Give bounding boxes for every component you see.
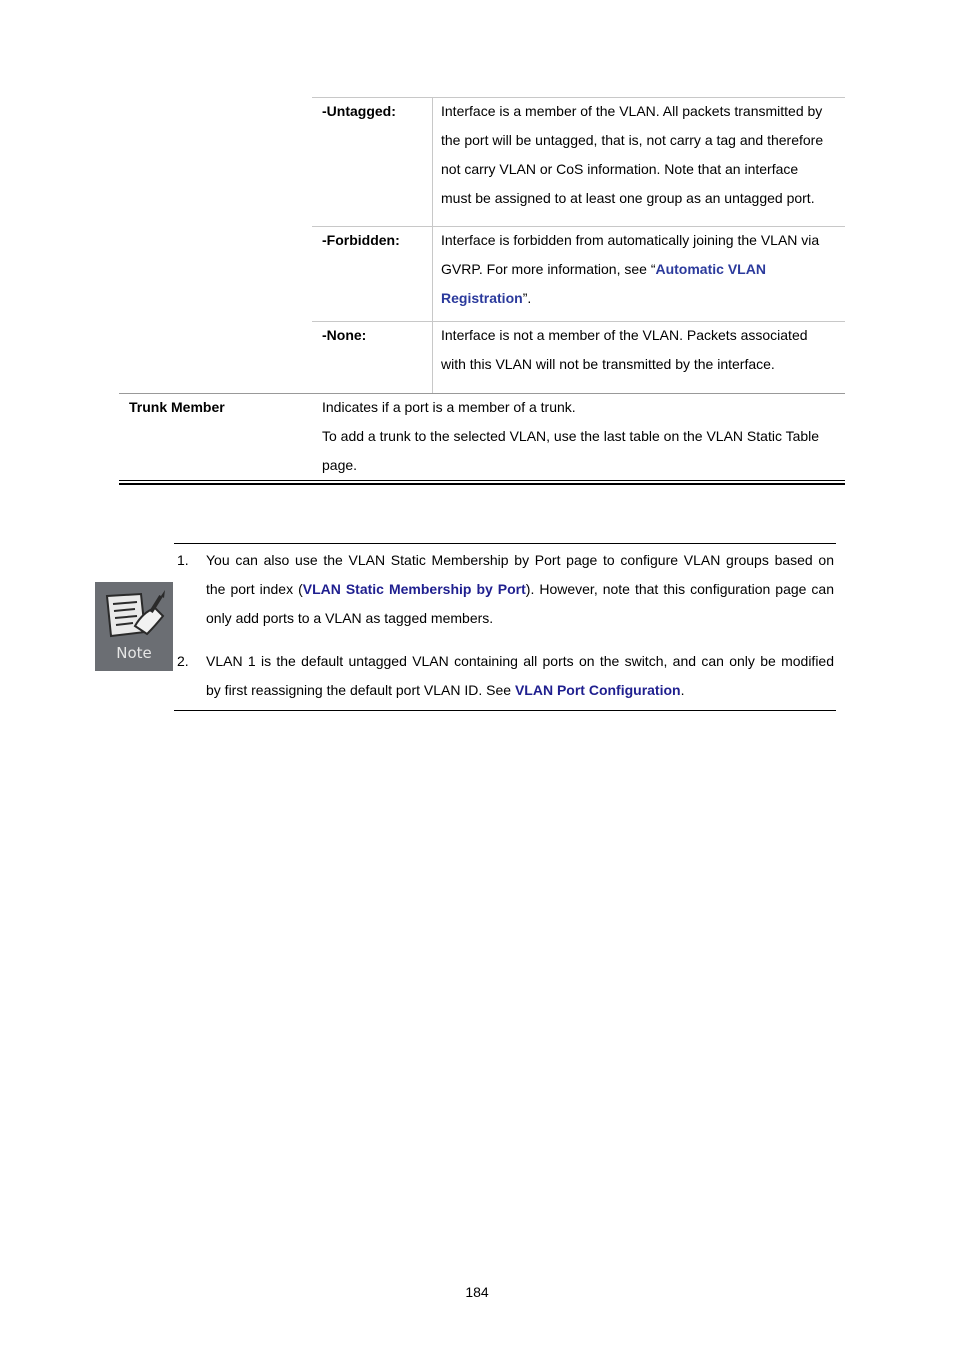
note-line: VLAN 1 is the default untagged VLAN containing all ports on the switch, and can only be modified	[206, 653, 834, 669]
note-icon-label: Note	[116, 644, 152, 662]
note-text: .	[680, 682, 685, 698]
link-vlan-static-membership-by-port[interactable]: VLAN Static Membership by Port	[302, 581, 526, 597]
note-item-1	[206, 546, 834, 633]
desc-line: must be assigned to at least one group as an untagged port.	[441, 190, 815, 206]
table-bottom-double-rule	[119, 483, 845, 485]
row-desc-untagged	[441, 97, 836, 213]
note-text: the port index (	[206, 581, 303, 597]
page-number: 184	[465, 1284, 489, 1300]
desc-line: with this VLAN will not be transmitted by the interface.	[441, 356, 775, 372]
link-automatic-vlan-registration[interactable]: Automatic VLAN	[655, 261, 766, 277]
table-bottom-double-rule	[119, 480, 845, 481]
link-vlan-port-configuration[interactable]: VLAN Port Configuration	[514, 682, 681, 698]
note-rule-bottom	[174, 710, 836, 711]
note-item-2	[206, 647, 834, 705]
desc-line	[441, 284, 836, 313]
row-desc-trunk-member	[322, 393, 842, 480]
row-label-untagged: -Untagged:	[322, 103, 396, 119]
note-line	[206, 575, 834, 604]
desc-line: Interface is forbidden from automatically joining the VLAN via	[441, 232, 820, 248]
note-item-number: 2.	[177, 653, 189, 669]
desc-line: To add a trunk to the selected VLAN, use the last table on the VLAN Static Table	[322, 428, 820, 444]
desc-text: ”.	[522, 290, 532, 306]
row-label-none: -None:	[322, 327, 367, 343]
desc-line: the port will be untagged, that is, not carry a tag and therefore	[441, 132, 824, 148]
note-line: You can also use the VLAN Static Membership by Port page to configure VLAN groups based on	[206, 552, 834, 568]
desc-line: Indicates if a port is a member of a trunk.	[322, 399, 576, 415]
table-column-divider	[432, 97, 433, 393]
desc-text: GVRP. For more information, see “	[441, 261, 656, 277]
desc-line	[441, 255, 836, 284]
row-desc-none	[441, 321, 836, 379]
note-line	[206, 676, 834, 705]
desc-line: Interface is a member of the VLAN. All packets transmitted by	[441, 103, 823, 119]
row-desc-forbidden	[441, 226, 836, 313]
desc-line: not carry VLAN or CoS information. Note that an interface	[441, 161, 799, 177]
note-text: ). However, note that this configuration page can	[525, 581, 835, 597]
link-automatic-vlan-registration[interactable]: Registration	[441, 290, 523, 306]
row-label-trunk-member: Trunk Member	[129, 399, 225, 415]
note-text: by first reassigning the default port VLAN ID. See	[206, 682, 515, 698]
row-label-forbidden: -Forbidden:	[322, 232, 400, 248]
note-rule-top	[174, 543, 836, 544]
note-item-number: 1.	[177, 552, 189, 568]
note-line: only add ports to a VLAN as tagged members.	[206, 610, 494, 626]
desc-line: page.	[322, 457, 358, 473]
desc-line: Interface is not a member of the VLAN. Packets associated	[441, 327, 808, 343]
note-icon	[95, 582, 173, 671]
